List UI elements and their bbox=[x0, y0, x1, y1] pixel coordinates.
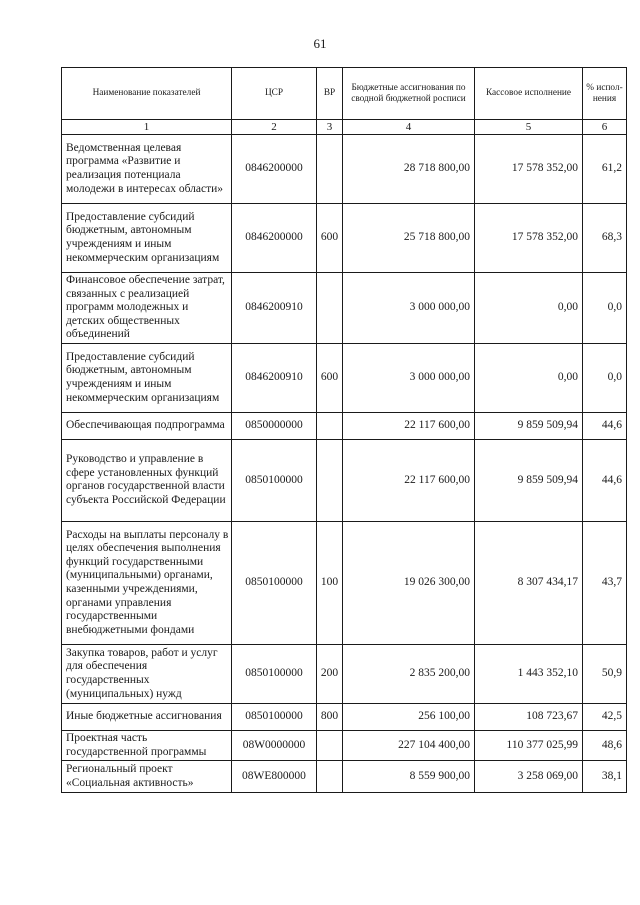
row-percent: 68,3 bbox=[583, 204, 627, 273]
table-row bbox=[62, 273, 627, 344]
row-assigned: 256 100,00 bbox=[343, 703, 475, 730]
row-assigned: 227 104 400,00 bbox=[343, 730, 475, 760]
row-csr: 08W0000000 bbox=[232, 730, 317, 760]
column-number: 4 bbox=[343, 120, 475, 135]
row-percent: 42,5 bbox=[583, 703, 627, 730]
row-executed: 9 859 509,94 bbox=[475, 439, 583, 521]
row-assigned: 19 026 300,00 bbox=[343, 521, 475, 644]
table-row bbox=[62, 644, 627, 703]
row-vr: 600 bbox=[317, 204, 343, 273]
row-percent: 44,6 bbox=[583, 412, 627, 439]
row-name: Предоставление субсидий бюджетным, автономным учреждениям и иным некоммерческим организациям bbox=[62, 204, 232, 273]
table-row bbox=[62, 521, 627, 644]
row-name: Расходы на выплаты персоналу в целях обеспечения выполнения функций государственными (муниципальными) органами, казенными учреждениями, органами управления государственными внебюджетными фондами bbox=[62, 521, 232, 644]
row-vr bbox=[317, 761, 343, 793]
column-number: 1 bbox=[62, 120, 232, 135]
budget-table bbox=[61, 67, 627, 793]
table-row bbox=[62, 730, 627, 760]
table-row bbox=[62, 135, 627, 204]
row-csr: 0850100000 bbox=[232, 644, 317, 703]
row-assigned: 28 718 800,00 bbox=[343, 135, 475, 204]
row-csr: 08WE800000 bbox=[232, 761, 317, 793]
header-csr: ЦСР bbox=[232, 68, 317, 120]
row-percent: 43,7 bbox=[583, 521, 627, 644]
row-percent: 0,0 bbox=[583, 273, 627, 344]
row-csr: 0846200910 bbox=[232, 273, 317, 344]
row-csr: 0850000000 bbox=[232, 412, 317, 439]
row-name: Проектная часть государственной программы bbox=[62, 730, 232, 760]
row-percent: 38,1 bbox=[583, 761, 627, 793]
table-row bbox=[62, 343, 627, 412]
row-executed: 3 258 069,00 bbox=[475, 761, 583, 793]
row-csr: 0850100000 bbox=[232, 521, 317, 644]
row-executed: 110 377 025,99 bbox=[475, 730, 583, 760]
row-assigned: 8 559 900,00 bbox=[343, 761, 475, 793]
row-assigned: 3 000 000,00 bbox=[343, 343, 475, 412]
row-csr: 0850100000 bbox=[232, 703, 317, 730]
row-name: Финансовое обеспечение затрат, связанных с реализацией программ молодежных и детских общественных объединений bbox=[62, 273, 232, 344]
row-name: Ведомственная целевая программа «Развитие и реализация потенциала молодежи в интересах области» bbox=[62, 135, 232, 204]
row-csr: 0846200000 bbox=[232, 135, 317, 204]
row-executed: 0,00 bbox=[475, 273, 583, 344]
row-executed: 17 578 352,00 bbox=[475, 204, 583, 273]
row-executed: 1 443 352,10 bbox=[475, 644, 583, 703]
row-assigned: 22 117 600,00 bbox=[343, 439, 475, 521]
column-number: 2 bbox=[232, 120, 317, 135]
row-vr bbox=[317, 135, 343, 204]
row-percent: 44,6 bbox=[583, 439, 627, 521]
row-percent: 50,9 bbox=[583, 644, 627, 703]
row-name: Руководство и управление в сфере установленных функций органов государственной власти субъекта Российской Федерации bbox=[62, 439, 232, 521]
column-number-row bbox=[62, 120, 627, 135]
row-name: Иные бюджетные ассигнования bbox=[62, 703, 232, 730]
table-row bbox=[62, 204, 627, 273]
row-vr bbox=[317, 412, 343, 439]
table-row bbox=[62, 703, 627, 730]
row-csr: 0850100000 bbox=[232, 439, 317, 521]
header-vr: ВР bbox=[317, 68, 343, 120]
header-name: Наименование показателей bbox=[62, 68, 232, 120]
row-vr: 600 bbox=[317, 343, 343, 412]
row-percent: 0,0 bbox=[583, 343, 627, 412]
row-assigned: 25 718 800,00 bbox=[343, 204, 475, 273]
header-percent: % испол-нения bbox=[583, 68, 627, 120]
table-row bbox=[62, 439, 627, 521]
column-number: 5 bbox=[475, 120, 583, 135]
row-vr: 200 bbox=[317, 644, 343, 703]
header-row bbox=[62, 68, 627, 120]
header-executed: Кассовое исполнение bbox=[475, 68, 583, 120]
column-number: 3 bbox=[317, 120, 343, 135]
row-executed: 17 578 352,00 bbox=[475, 135, 583, 204]
row-vr bbox=[317, 439, 343, 521]
page-number: 61 bbox=[313, 36, 327, 51]
row-executed: 9 859 509,94 bbox=[475, 412, 583, 439]
row-executed: 108 723,67 bbox=[475, 703, 583, 730]
row-assigned: 2 835 200,00 bbox=[343, 644, 475, 703]
row-executed: 0,00 bbox=[475, 343, 583, 412]
row-assigned: 3 000 000,00 bbox=[343, 273, 475, 344]
row-csr: 0846200000 bbox=[232, 204, 317, 273]
row-assigned: 22 117 600,00 bbox=[343, 412, 475, 439]
row-percent: 48,6 bbox=[583, 730, 627, 760]
row-executed: 8 307 434,17 bbox=[475, 521, 583, 644]
row-name: Обеспечивающая подпрограмма bbox=[62, 412, 232, 439]
row-vr bbox=[317, 273, 343, 344]
row-name: Региональный проект «Социальная активность» bbox=[62, 761, 232, 793]
row-vr: 100 bbox=[317, 521, 343, 644]
row-name: Предоставление субсидий бюджетным, автономным учреждениям и иным некоммерческим организациям bbox=[62, 343, 232, 412]
table-row bbox=[62, 412, 627, 439]
row-csr: 0846200910 bbox=[232, 343, 317, 412]
row-vr bbox=[317, 730, 343, 760]
column-number: 6 bbox=[583, 120, 627, 135]
row-percent: 61,2 bbox=[583, 135, 627, 204]
table-row bbox=[62, 761, 627, 793]
row-name: Закупка товаров, работ и услуг для обеспечения государственных (муниципальных) нужд bbox=[62, 644, 232, 703]
row-vr: 800 bbox=[317, 703, 343, 730]
header-assigned: Бюджетные ассигнования по сводной бюджетной росписи bbox=[343, 68, 475, 120]
